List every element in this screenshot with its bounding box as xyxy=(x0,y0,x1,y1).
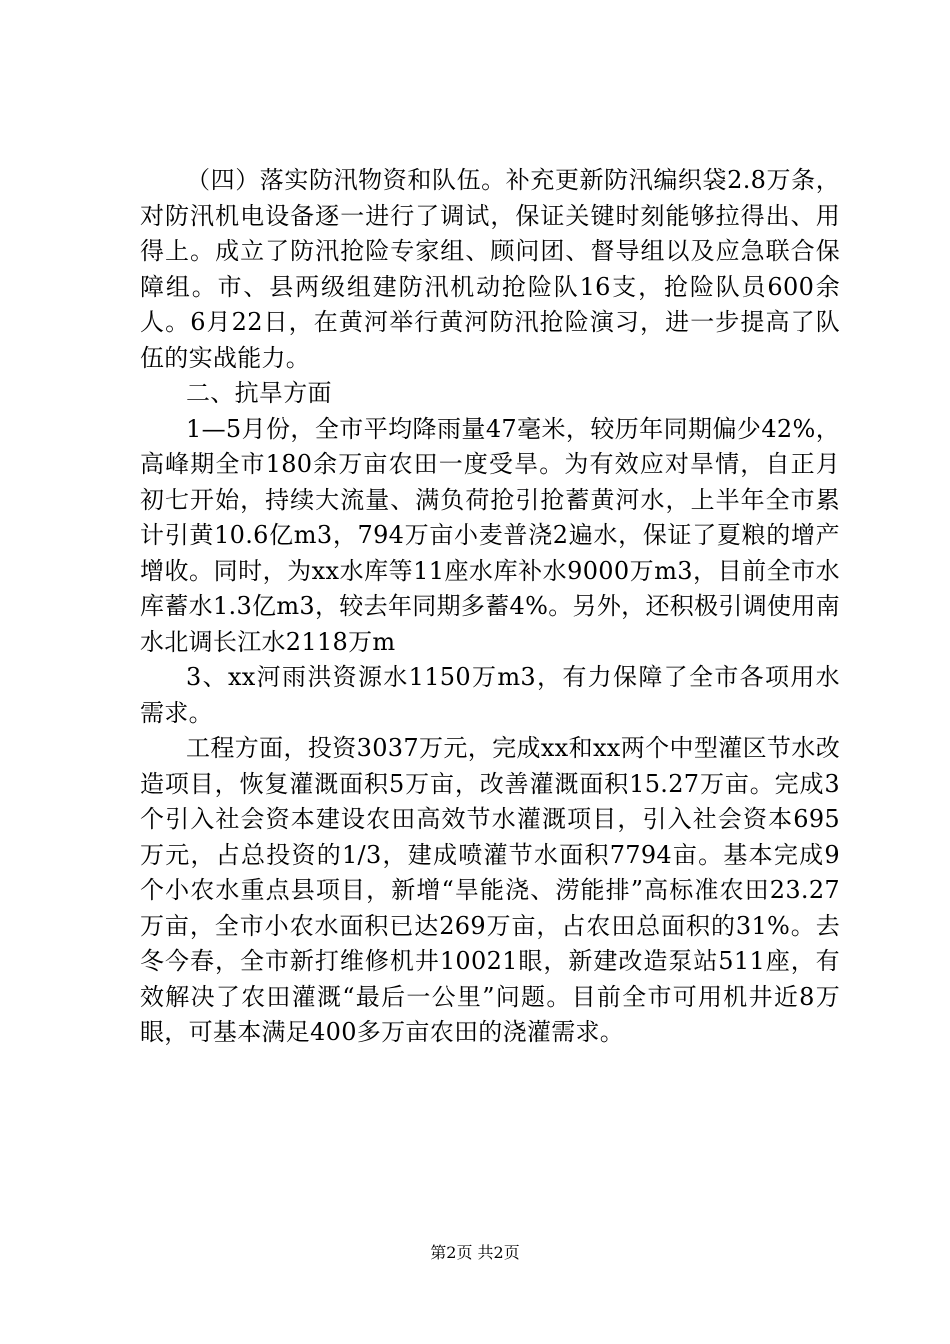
paragraph-flood-materials: （四）落实防汛物资和队伍。补充更新防汛编织袋2.8万条，对防汛机电设备逐一进行了调试，保证关键时刻能够拉得出、用得上。成立了防汛抢险专家组、顾问团、督导组以及应急联合保障组。市、县两级组建防汛机动抢险队16支，抢险队员600余人。6月22日，在黄河举行黄河防汛抢险演习，进一步提高了队伍的实战能力。 xyxy=(140,166,840,372)
paragraph-engineering: 工程方面，投资3037万元，完成xx和xx两个中型灌区节水改造项目，恢复灌溉面积5万亩，改善灌溉面积15.27万亩。完成3个引入社会资本建设农田高效节水灌溉项目，引入社会资本695万元，占总投资的1/3，建成喷灌节水面积7794亩。基本完成9个小农水重点县项目，新增“旱能浇、涝能排”高标准农田23.27万亩，全市小农水面积已达269万亩，占农田总面积的31%。去冬今春，全市新打维修机井10021眼，新建改造泵站511座，有效解决了农田灌溉“最后一公里”问题。目前全市可用机井近8万眼，可基本满足400多万亩农田的浇灌需求。 xyxy=(140,734,840,1046)
section-heading-drought: 二、抗旱方面 xyxy=(186,379,332,407)
paragraph-flood-water-resources: 3、xx河雨洪资源水1150万m3，有力保障了全市各项用水需求。 xyxy=(140,663,840,727)
document-body xyxy=(140,163,840,1051)
paragraph-drought-rainfall: 1—5月份，全市平均降雨量47毫米，较历年同期偏少42%，高峰期全市180余万亩农田一度受旱。为有效应对旱情，自正月初七开始，持续大流量、满负荷抢引抢蓄黄河水，上半年全市累计引黄10.6亿m3，794万亩小麦普浇2遍水，保证了夏粮的增产增收。同时，为xx水库等11座水库补水9000万m3，目前全市水库蓄水1.3亿m3，较去年同期多蓄4%。另外，还积极引调使用南水北调长江水2118万m xyxy=(140,414,840,656)
page-footer: 第2页 共2页 xyxy=(430,1243,520,1262)
